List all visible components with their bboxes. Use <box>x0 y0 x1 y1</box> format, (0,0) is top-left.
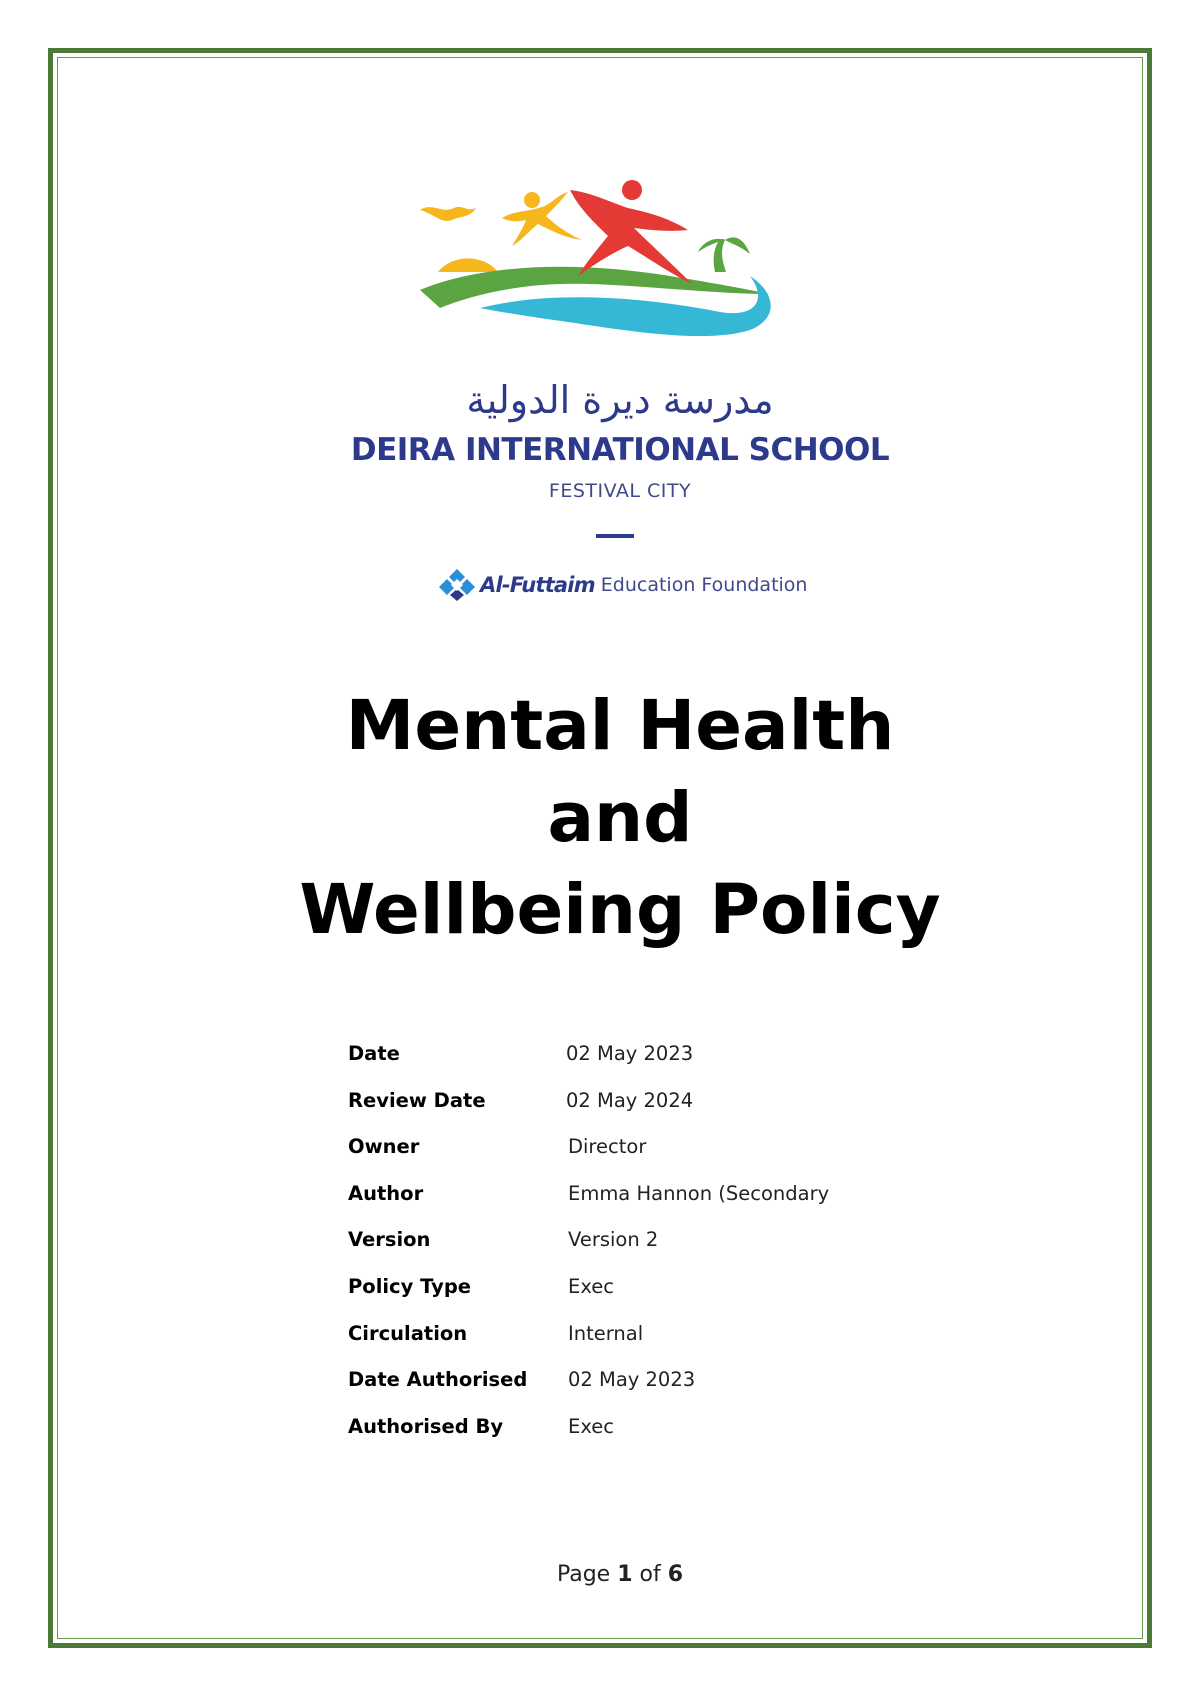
detail-row-author <box>348 1182 908 1229</box>
title-line-2: and <box>547 778 693 858</box>
logo-divider <box>596 534 634 538</box>
streamer-icon <box>420 207 476 221</box>
detail-value: 02 May 2023 <box>568 1368 696 1392</box>
document-title <box>100 680 1140 956</box>
detail-value: Version 2 <box>568 1228 659 1252</box>
detail-label: Version <box>348 1228 431 1252</box>
detail-label: Owner <box>348 1135 420 1159</box>
school-name: DEIRA INTERNATIONAL SCHOOL <box>350 432 890 468</box>
foundation-brand: Al-Futtaim <box>480 573 595 597</box>
detail-label: Date Authorised <box>348 1368 528 1392</box>
policy-details <box>348 1042 908 1461</box>
detail-value: Exec <box>568 1274 614 1298</box>
school-subtitle: FESTIVAL CITY <box>548 480 692 502</box>
title-line-1: Mental Health <box>345 686 895 766</box>
total-pages: 6 <box>667 1562 684 1587</box>
of-word: of <box>639 1562 661 1587</box>
detail-row-policy-type <box>348 1275 908 1322</box>
school-arabic-name: مدرسة ديرة الدولية <box>466 378 774 422</box>
foundation-diamond-icon <box>438 568 476 602</box>
detail-label: Review Date <box>348 1088 486 1112</box>
yellow-figure-icon <box>524 192 540 208</box>
detail-value: Director <box>568 1135 647 1159</box>
page-word: Page <box>556 1562 611 1587</box>
detail-label: Authorised By <box>348 1414 504 1438</box>
title-line-3: Wellbeing Policy <box>299 870 941 950</box>
red-figure-icon <box>622 180 642 200</box>
detail-value: Exec <box>568 1414 614 1438</box>
detail-value: 02 May 2023 <box>566 1042 694 1065</box>
detail-row-owner <box>348 1135 908 1182</box>
detail-value: Internal <box>568 1321 644 1345</box>
foundation-subtitle: Education Foundation <box>600 574 808 596</box>
detail-row-date-authorised <box>348 1368 908 1415</box>
detail-row-circulation <box>348 1322 908 1369</box>
page-number <box>300 1562 940 1587</box>
current-page: 1 <box>617 1562 633 1587</box>
detail-row-authorised-by <box>348 1415 908 1462</box>
detail-value: 02 May 2024 <box>566 1088 694 1112</box>
detail-row-date <box>348 1042 908 1089</box>
sun-icon <box>438 258 498 272</box>
detail-label: Author <box>348 1181 424 1205</box>
detail-row-review-date <box>348 1089 908 1136</box>
detail-row-version <box>348 1228 908 1275</box>
school-logo-icon <box>420 180 810 360</box>
detail-label: Policy Type <box>348 1274 471 1298</box>
foundation-logo <box>438 568 818 602</box>
detail-value: Emma Hannon (Secondary <box>568 1181 830 1205</box>
detail-label: Date <box>348 1042 400 1065</box>
detail-label: Circulation <box>348 1321 468 1345</box>
